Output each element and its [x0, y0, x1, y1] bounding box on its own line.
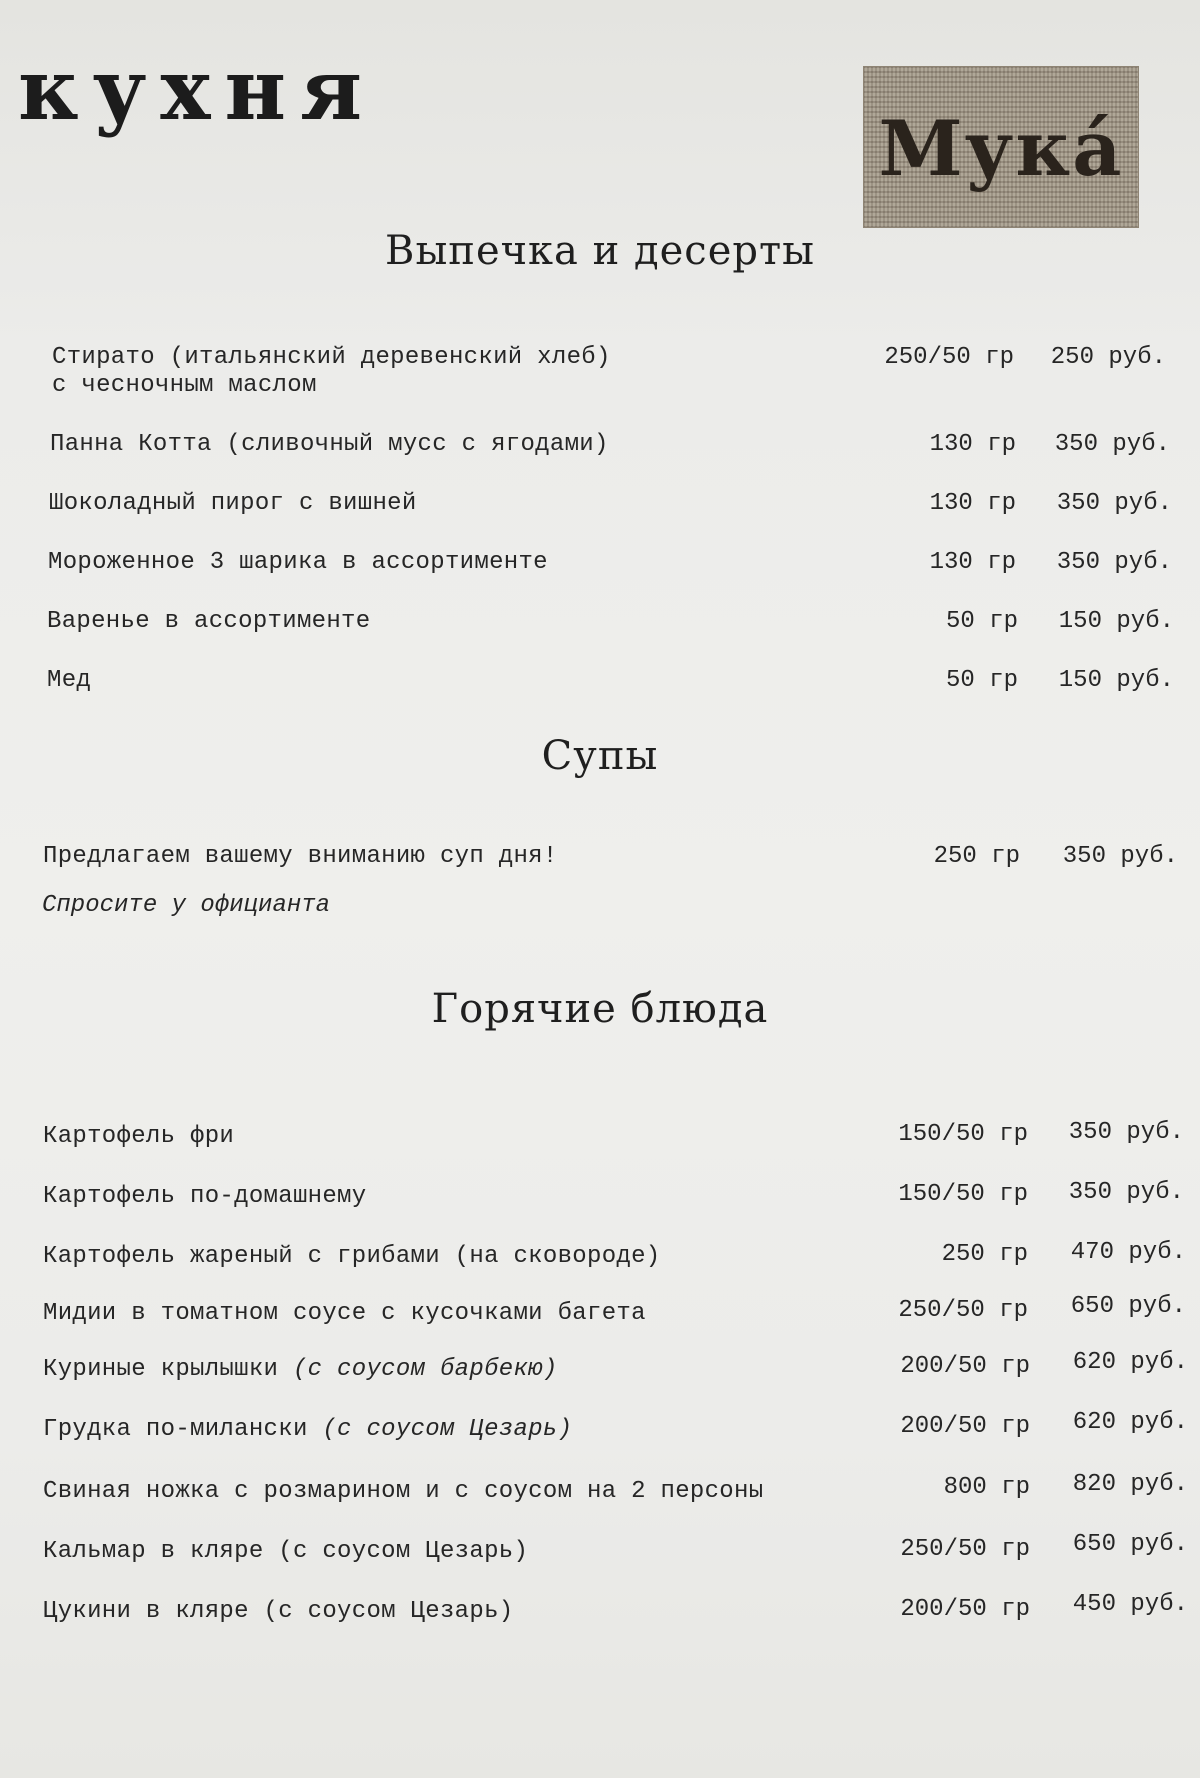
page-title: кухня: [18, 40, 377, 139]
menu-item-name-cont: с чесночным маслом: [52, 372, 317, 399]
menu-item-price: 350 руб.: [1054, 431, 1170, 458]
menu-item-name: Картофель по-домашнему: [43, 1183, 367, 1210]
menu-item-price: 350 руб.: [1068, 1119, 1184, 1146]
menu-item-weight: 250 гр: [933, 843, 1020, 870]
menu-item-name: Свиная ножка с розмарином и с соусом на 2 персоны: [43, 1478, 764, 1505]
menu-item-price: 150 руб.: [1058, 667, 1174, 694]
menu-item-price: 350 руб.: [1056, 549, 1172, 576]
menu-item-name: Картофель фри: [43, 1123, 235, 1150]
menu-item-name: Цукини в кляре (с соусом Цезарь): [43, 1598, 514, 1625]
menu-item-price: 150 руб.: [1058, 608, 1174, 635]
menu-item-price: 650 руб.: [1072, 1531, 1188, 1558]
section-title-bakery: Выпечка и десерты: [385, 228, 815, 274]
menu-item-price: 470 руб.: [1070, 1239, 1186, 1266]
menu-item-weight: 130 гр: [929, 431, 1016, 458]
menu-item-name: Шоколадный пирог с вишней: [49, 490, 417, 517]
menu-item-name: Мороженное 3 шарика в ассортименте: [48, 549, 548, 576]
menu-item-price: 350 руб.: [1062, 843, 1178, 870]
menu-item-price: 350 руб.: [1056, 490, 1172, 517]
menu-item-price: 620 руб.: [1072, 1349, 1188, 1376]
menu-item-sauce: (с соусом барбекю): [292, 1356, 558, 1383]
menu-item-name: Мед: [47, 667, 92, 694]
menu-item-weight: 200/50 гр: [900, 1353, 1030, 1380]
menu-item-weight: 200/50 гр: [900, 1413, 1030, 1440]
menu-item-sauce: (с соусом Цезарь): [322, 1416, 573, 1443]
menu-item-price: 350 руб.: [1068, 1179, 1184, 1206]
menu-item-name: Кальмар в кляре (с соусом Цезарь): [43, 1538, 529, 1565]
menu-item-name: Мидии в томатном соусе с кусочками багета: [43, 1300, 646, 1327]
menu-item-weight: 800 гр: [943, 1474, 1030, 1501]
menu-item-name-main: Куриные крылышки: [43, 1356, 279, 1383]
menu-item-price: 450 руб.: [1072, 1591, 1188, 1618]
menu-item-name: Стирато (итальянский деревенский хлеб): [52, 344, 611, 371]
section-title-hot: Горячие блюда: [431, 986, 769, 1032]
menu-item-name-main: Грудка по-милански: [43, 1416, 308, 1443]
menu-item-weight: 50 гр: [945, 667, 1018, 694]
menu-item-weight: 250/50 гр: [900, 1536, 1030, 1563]
menu-item-weight: 50 гр: [945, 608, 1018, 635]
menu-item-name: Варенье в ассортименте: [47, 608, 371, 635]
menu-item-name: [43, 1356, 558, 1383]
menu-item-price: 620 руб.: [1072, 1409, 1188, 1436]
menu-item-name: Панна Котта (сливочный мусс с ягодами): [50, 431, 609, 458]
logo-text: Мука́: [878, 103, 1124, 193]
menu-item-weight: 200/50 гр: [900, 1596, 1030, 1623]
menu-item-weight: 250/50 гр: [898, 1297, 1028, 1324]
menu-item-name: [43, 1416, 572, 1443]
section-title-soups: Супы: [541, 733, 659, 779]
menu-item-weight: 130 гр: [929, 490, 1016, 517]
menu-item-price: 650 руб.: [1070, 1293, 1186, 1320]
menu-item-name: Картофель жареный с грибами (на сковороде): [43, 1243, 661, 1270]
menu-item-price: 250 руб.: [1050, 344, 1166, 371]
menu-item-weight: 250 гр: [941, 1241, 1028, 1268]
menu-item-weight: 150/50 гр: [898, 1181, 1028, 1208]
menu-item-weight: 130 гр: [929, 549, 1016, 576]
menu-item-name: Предлагаем вашему вниманию суп дня!: [43, 843, 558, 870]
menu-item-price: 820 руб.: [1072, 1471, 1188, 1498]
menu-item-weight: 150/50 гр: [898, 1121, 1028, 1148]
logo: [863, 66, 1139, 228]
soup-note: Спросите у официанта: [42, 892, 331, 919]
menu-item-weight: 250/50 гр: [884, 344, 1014, 371]
